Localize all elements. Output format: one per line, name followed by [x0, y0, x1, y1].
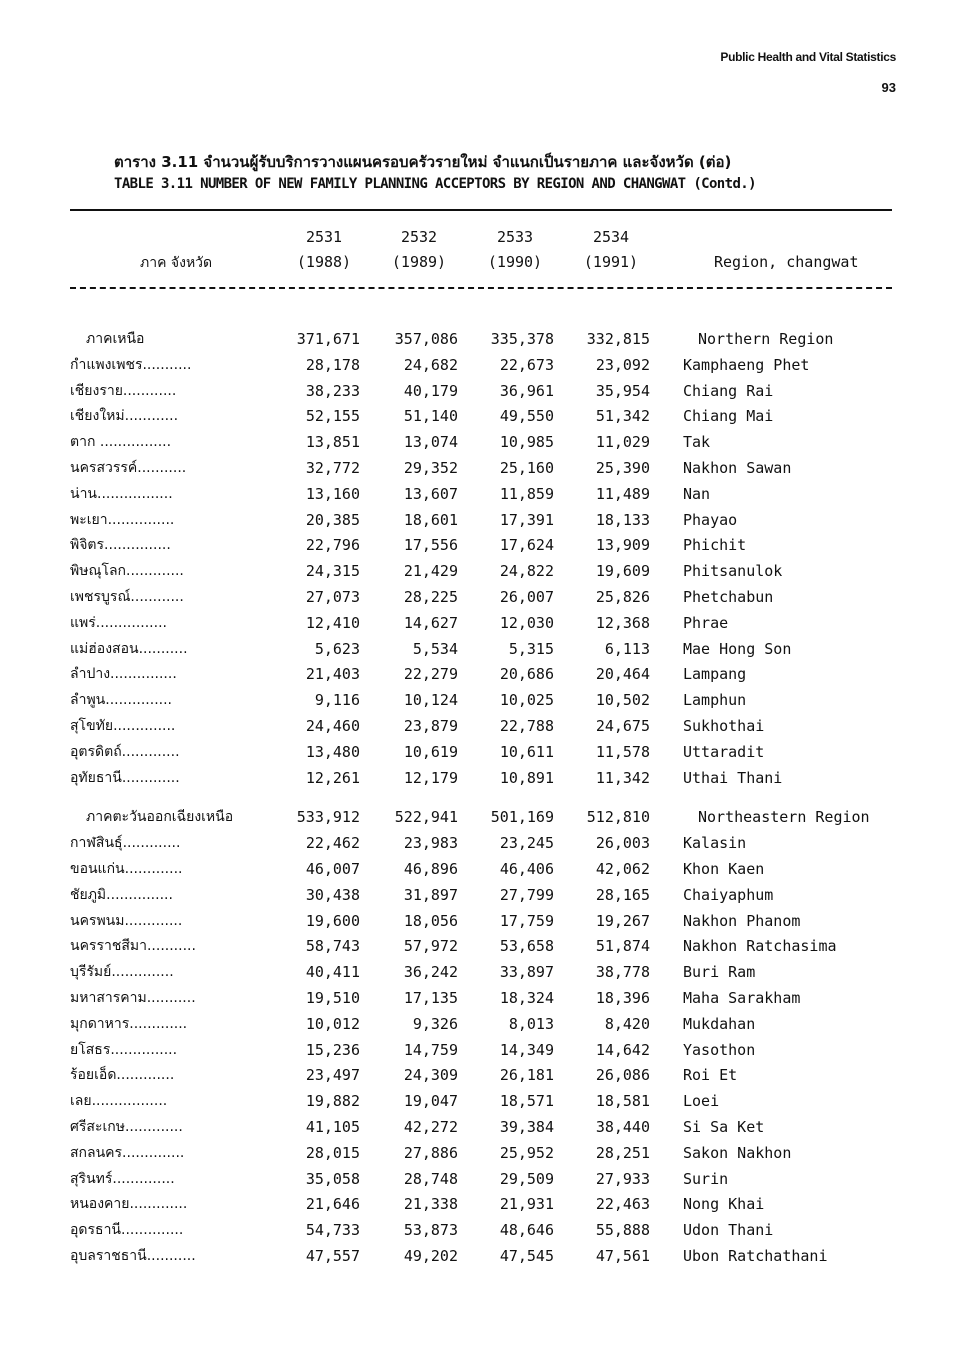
value-cell: 36,242 — [403, 963, 458, 982]
changwat-thai: นครราชสีมา........... — [70, 938, 196, 955]
value-cell: 10,611 — [499, 742, 554, 761]
value-cell: 19,609 — [595, 562, 650, 581]
value-cell: 22,673 — [499, 355, 554, 374]
changwat-english: Nakhon Ratchasima — [683, 937, 837, 956]
table-row — [0, 508, 966, 532]
value-cell: 13,160 — [305, 484, 360, 503]
table-top-rule — [70, 209, 892, 211]
table-title-english: TABLE 3.11 NUMBER OF NEW FAMILY PLANNING ACCEPTORS BY REGION AND CHANGWAT (Contd.) — [114, 176, 756, 192]
value-cell: 29,352 — [403, 459, 458, 477]
changwat-english: Surin — [683, 1169, 729, 1188]
value-cell: 47,557 — [305, 1247, 360, 1265]
header-year-be: 2534 — [592, 228, 630, 246]
value-cell: 24,675 — [595, 717, 650, 735]
value-cell: 17,391 — [499, 510, 554, 529]
table-row — [0, 883, 966, 907]
changwat-thai: อุบลราชธานี........... — [70, 1248, 196, 1264]
changwat-thai: ยโสธร............... — [70, 1041, 178, 1058]
changwat-thai: ภาคตะวันออกเฉียงเหนือ — [86, 809, 234, 826]
value-cell: 54,733 — [305, 1221, 360, 1240]
value-cell: 32,772 — [305, 459, 360, 477]
value-cell: 22,463 — [595, 1195, 650, 1214]
value-cell: 38,778 — [595, 963, 650, 982]
value-cell: 533,912 — [296, 808, 360, 827]
value-cell: 57,972 — [403, 937, 458, 956]
value-cell: 28,748 — [403, 1169, 458, 1188]
value-cell: 27,799 — [499, 885, 554, 904]
value-cell: 24,682 — [403, 355, 458, 374]
value-cell: 22,279 — [403, 665, 458, 684]
changwat-thai: แพร่................ — [70, 614, 167, 631]
value-cell: 5,315 — [508, 639, 554, 658]
table-header-rule — [70, 287, 892, 289]
changwat-thai: นครพนม............. — [70, 912, 183, 929]
changwat-english: Kamphaeng Phet — [683, 355, 810, 374]
value-cell: 22,462 — [305, 834, 360, 853]
changwat-thai: อุตรดิตถ์............. — [70, 743, 180, 760]
value-cell: 51,874 — [595, 937, 650, 956]
changwat-english: Kalasin — [683, 834, 747, 853]
table-row — [0, 986, 966, 1010]
changwat-english: Nan — [683, 484, 711, 503]
changwat-english: Uthai Thani — [683, 768, 783, 787]
value-cell: 21,403 — [305, 665, 360, 684]
value-cell: 19,882 — [305, 1092, 360, 1111]
value-cell: 24,822 — [499, 562, 554, 581]
table-row — [0, 1244, 966, 1268]
value-cell: 335,378 — [490, 330, 554, 348]
changwat-english: Tak — [683, 433, 711, 452]
table-row — [0, 1218, 966, 1242]
value-cell: 17,135 — [403, 989, 458, 1007]
changwat-thai: พิษณุโลก............. — [70, 563, 184, 580]
value-cell: 20,464 — [595, 665, 650, 684]
changwat-english: Nakhon Sawan — [683, 459, 792, 477]
value-cell: 42,272 — [403, 1118, 458, 1136]
changwat-thai: ชัยภูมิ............... — [70, 886, 173, 903]
value-cell: 8,420 — [604, 1014, 650, 1033]
changwat-english: Loei — [683, 1092, 720, 1111]
changwat-english: Khon Kaen — [683, 860, 765, 878]
changwat-thai: ตาก ................ — [70, 434, 172, 451]
value-cell: 39,384 — [499, 1118, 554, 1136]
table-row — [0, 559, 966, 583]
value-cell: 12,261 — [305, 768, 360, 787]
value-cell: 25,390 — [595, 459, 650, 477]
value-cell: 14,759 — [403, 1040, 458, 1059]
header-year-be: 2532 — [400, 228, 438, 246]
changwat-thai: เพชรบูรณ์............ — [70, 589, 184, 605]
value-cell: 12,030 — [499, 613, 554, 632]
value-cell: 10,025 — [499, 691, 554, 710]
changwat-thai: พะเยา............... — [70, 511, 175, 528]
changwat-english: Phrae — [683, 613, 729, 632]
value-cell: 46,007 — [305, 860, 360, 878]
value-cell: 23,092 — [595, 355, 650, 374]
value-cell: 24,309 — [403, 1066, 458, 1085]
value-cell: 28,165 — [595, 885, 650, 904]
changwat-english: Roi Et — [683, 1066, 738, 1085]
changwat-english: Buri Ram — [683, 963, 756, 982]
value-cell: 24,315 — [305, 562, 360, 581]
value-cell: 17,556 — [403, 536, 458, 555]
value-cell: 47,561 — [595, 1247, 650, 1265]
changwat-thai: ภาคเหนือ — [86, 331, 145, 347]
value-cell: 11,029 — [595, 433, 650, 452]
table-row — [0, 1141, 966, 1165]
table-row — [0, 353, 966, 377]
changwat-english: Mae Hong Son — [683, 639, 792, 658]
value-cell: 26,181 — [499, 1066, 554, 1085]
value-cell: 42,062 — [595, 860, 650, 878]
value-cell: 512,810 — [586, 808, 650, 827]
value-cell: 19,267 — [595, 911, 650, 930]
value-cell: 21,338 — [403, 1195, 458, 1214]
value-cell: 26,007 — [499, 588, 554, 606]
changwat-thai: เชียงราย............ — [70, 382, 177, 399]
table-row — [0, 1012, 966, 1036]
value-cell: 58,743 — [305, 937, 360, 956]
changwat-thai: ร้อยเอ็ด............. — [70, 1067, 175, 1084]
changwat-english: Lamphun — [683, 691, 747, 710]
value-cell: 10,891 — [499, 768, 554, 787]
value-cell: 20,385 — [305, 510, 360, 529]
value-cell: 21,646 — [305, 1195, 360, 1214]
value-cell: 25,826 — [595, 588, 650, 606]
value-cell: 15,236 — [305, 1040, 360, 1059]
value-cell: 522,941 — [394, 808, 458, 827]
table-row — [0, 379, 966, 403]
changwat-english: Sakon Nakhon — [683, 1143, 792, 1162]
value-cell: 23,879 — [403, 717, 458, 735]
running-head: Public Health and Vital Statistics — [720, 50, 896, 64]
value-cell: 14,349 — [499, 1040, 554, 1059]
value-cell: 40,411 — [305, 963, 360, 982]
value-cell: 13,851 — [305, 433, 360, 452]
value-cell: 28,015 — [305, 1143, 360, 1162]
header-year-ce: (1988) — [296, 253, 352, 271]
table-row — [0, 1115, 966, 1139]
table-row — [0, 585, 966, 609]
value-cell: 18,601 — [403, 510, 458, 529]
value-cell: 10,619 — [403, 742, 458, 761]
table-row — [0, 404, 966, 428]
header-year-be: 2531 — [305, 228, 343, 246]
changwat-thai: ขอนแก่น............. — [70, 861, 183, 877]
value-cell: 27,073 — [305, 588, 360, 606]
value-cell: 26,003 — [595, 834, 650, 853]
value-cell: 332,815 — [586, 330, 650, 348]
value-cell: 46,896 — [403, 860, 458, 878]
value-cell: 9,326 — [412, 1014, 458, 1033]
value-cell: 24,460 — [305, 717, 360, 735]
changwat-thai: บุรีรัมย์.............. — [70, 964, 174, 981]
value-cell: 49,550 — [499, 407, 554, 426]
table-row — [0, 662, 966, 686]
value-cell: 26,086 — [595, 1066, 650, 1085]
value-cell: 51,342 — [595, 407, 650, 426]
value-cell: 17,624 — [499, 536, 554, 555]
value-cell: 48,646 — [499, 1221, 554, 1240]
value-cell: 6,113 — [604, 639, 650, 658]
header-year-ce: (1990) — [487, 253, 543, 271]
table-row — [0, 960, 966, 984]
changwat-thai: นครสวรรค์........... — [70, 460, 187, 476]
value-cell: 18,581 — [595, 1092, 650, 1111]
table-row — [0, 482, 966, 506]
changwat-thai: อุดรธานี.............. — [70, 1222, 184, 1239]
changwat-thai: กาฬสินธุ์............. — [70, 835, 181, 852]
value-cell: 23,983 — [403, 834, 458, 853]
value-cell: 23,497 — [305, 1066, 360, 1085]
changwat-english: Chiang Rai — [683, 381, 774, 400]
changwat-thai: เชียงใหม่............ — [70, 408, 179, 425]
changwat-english: Ubon Ratchathani — [683, 1247, 828, 1265]
changwat-thai: ลำพูน............... — [70, 692, 172, 709]
value-cell: 10,012 — [305, 1014, 360, 1033]
value-cell: 11,578 — [595, 742, 650, 761]
value-cell: 501,169 — [490, 808, 554, 827]
table-row — [0, 740, 966, 764]
changwat-english: Phayao — [683, 510, 738, 529]
value-cell: 11,489 — [595, 484, 650, 503]
value-cell: 21,931 — [499, 1195, 554, 1214]
changwat-thai: ศรีสะเกษ............. — [70, 1119, 183, 1135]
value-cell: 18,133 — [595, 510, 650, 529]
value-cell: 46,406 — [499, 860, 554, 878]
changwat-thai: สกลนคร.............. — [70, 1144, 185, 1161]
value-cell: 11,342 — [595, 768, 650, 787]
changwat-english: Si Sa Ket — [683, 1118, 765, 1136]
table-row — [0, 934, 966, 958]
value-cell: 27,933 — [595, 1169, 650, 1188]
changwat-thai: หนองคาย............. — [70, 1196, 188, 1213]
changwat-thai: น่าน................. — [70, 485, 173, 502]
value-cell: 12,179 — [403, 768, 458, 787]
changwat-english: Udon Thani — [683, 1221, 774, 1240]
value-cell: 357,086 — [394, 330, 458, 348]
value-cell: 47,545 — [499, 1247, 554, 1265]
value-cell: 30,438 — [305, 885, 360, 904]
table-row — [0, 1038, 966, 1062]
value-cell: 31,897 — [403, 885, 458, 904]
table-row — [0, 1167, 966, 1191]
value-cell: 9,116 — [314, 691, 360, 710]
value-cell: 53,873 — [403, 1221, 458, 1240]
value-cell: 49,202 — [403, 1247, 458, 1265]
value-cell: 41,105 — [305, 1118, 360, 1136]
table-row — [0, 857, 966, 881]
value-cell: 35,954 — [595, 381, 650, 400]
value-cell: 52,155 — [305, 407, 360, 426]
value-cell: 55,888 — [595, 1221, 650, 1240]
table-row — [0, 766, 966, 790]
changwat-english: Phichit — [683, 536, 747, 555]
value-cell: 14,642 — [595, 1040, 650, 1059]
changwat-english: Uttaradit — [683, 742, 765, 761]
changwat-english: Chiang Mai — [683, 407, 774, 426]
value-cell: 22,788 — [499, 717, 554, 735]
value-cell: 19,600 — [305, 911, 360, 930]
value-cell: 51,140 — [403, 407, 458, 426]
table-row — [0, 533, 966, 557]
table-row — [0, 1063, 966, 1087]
value-cell: 10,985 — [499, 433, 554, 452]
value-cell: 12,410 — [305, 613, 360, 632]
value-cell: 18,571 — [499, 1092, 554, 1111]
changwat-english: Sukhothai — [683, 717, 765, 735]
changwat-thai: กำแพงเพชร........... — [70, 356, 192, 373]
value-cell: 5,534 — [412, 639, 458, 658]
value-cell: 40,179 — [403, 381, 458, 400]
value-cell: 371,671 — [296, 330, 360, 348]
header-year-be: 2533 — [496, 228, 534, 246]
value-cell: 23,245 — [499, 834, 554, 853]
value-cell: 13,480 — [305, 742, 360, 761]
value-cell: 18,324 — [499, 989, 554, 1007]
value-cell: 18,396 — [595, 989, 650, 1007]
changwat-thai: เลย................. — [70, 1093, 168, 1110]
changwat-english: Northeastern Region — [698, 808, 870, 827]
changwat-english: Lampang — [683, 665, 747, 684]
table-row — [0, 456, 966, 480]
changwat-english: Yasothon — [683, 1040, 756, 1059]
value-cell: 8,013 — [508, 1014, 554, 1033]
changwat-english: Phitsanulok — [683, 562, 783, 581]
value-cell: 36,961 — [499, 381, 554, 400]
value-cell: 12,368 — [595, 613, 650, 632]
table-row — [0, 688, 966, 712]
value-cell: 27,886 — [403, 1143, 458, 1162]
changwat-thai: สุโขทัย.............. — [70, 718, 176, 734]
value-cell: 29,509 — [499, 1169, 554, 1188]
changwat-thai: ลำปาง............... — [70, 666, 177, 683]
value-cell: 17,759 — [499, 911, 554, 930]
value-cell: 13,074 — [403, 433, 458, 452]
changwat-thai: พิจิตร............... — [70, 537, 171, 554]
header-region-english: Region, changwat — [714, 253, 859, 271]
table-row — [0, 909, 966, 933]
value-cell: 10,502 — [595, 691, 650, 710]
value-cell: 20,686 — [499, 665, 554, 684]
value-cell: 28,178 — [305, 355, 360, 374]
value-cell: 13,607 — [403, 484, 458, 503]
table-row — [0, 430, 966, 454]
value-cell: 53,658 — [499, 937, 554, 956]
value-cell: 22,796 — [305, 536, 360, 555]
table-row — [0, 831, 966, 855]
changwat-english: Maha Sarakham — [683, 989, 801, 1007]
value-cell: 25,160 — [499, 459, 554, 477]
table-row — [0, 1089, 966, 1113]
value-cell: 33,897 — [499, 963, 554, 982]
header-region-thai: ภาค จังหวัด — [140, 255, 213, 271]
value-cell: 28,225 — [403, 588, 458, 606]
changwat-thai: สุรินทร์.............. — [70, 1170, 175, 1187]
value-cell: 19,047 — [403, 1092, 458, 1111]
changwat-thai: อุทัยธานี............. — [70, 769, 180, 786]
table-row — [0, 611, 966, 635]
value-cell: 10,124 — [403, 691, 458, 710]
changwat-english: Chaiyaphum — [683, 885, 774, 904]
changwat-english: Mukdahan — [683, 1014, 756, 1033]
header-year-ce: (1989) — [391, 253, 447, 271]
changwat-english: Nong Khai — [683, 1195, 765, 1214]
changwat-english: Nakhon Phanom — [683, 911, 801, 930]
region-row — [0, 805, 966, 829]
value-cell: 14,627 — [403, 613, 458, 632]
value-cell: 19,510 — [305, 989, 360, 1007]
value-cell: 11,859 — [499, 484, 554, 503]
value-cell: 18,056 — [403, 911, 458, 930]
table-row — [0, 637, 966, 661]
value-cell: 35,058 — [305, 1169, 360, 1188]
changwat-thai: แม่ฮ่องสอน........... — [70, 640, 188, 657]
changwat-english: Phetchabun — [683, 588, 774, 606]
value-cell: 13,909 — [595, 536, 650, 555]
changwat-thai: มุกดาหาร............. — [70, 1015, 188, 1032]
value-cell: 28,251 — [595, 1143, 650, 1162]
header-year-ce: (1991) — [583, 253, 639, 271]
changwat-english: Northern Region — [698, 330, 834, 348]
changwat-thai: มหาสารคาม........... — [70, 990, 196, 1006]
value-cell: 21,429 — [403, 562, 458, 581]
page-number: 93 — [881, 80, 896, 95]
table-row — [0, 714, 966, 738]
value-cell: 25,952 — [499, 1143, 554, 1162]
table-title-thai: ตาราง 3.11 จำนวนผู้รับบริการวางแผนครอบครัวรายใหม่ จำแนกเป็นรายภาค และจังหวัด (ต่อ) — [114, 153, 732, 171]
value-cell: 5,623 — [314, 639, 360, 658]
value-cell: 38,233 — [305, 381, 360, 400]
region-row — [0, 327, 966, 351]
table-row — [0, 1192, 966, 1216]
value-cell: 38,440 — [595, 1118, 650, 1136]
